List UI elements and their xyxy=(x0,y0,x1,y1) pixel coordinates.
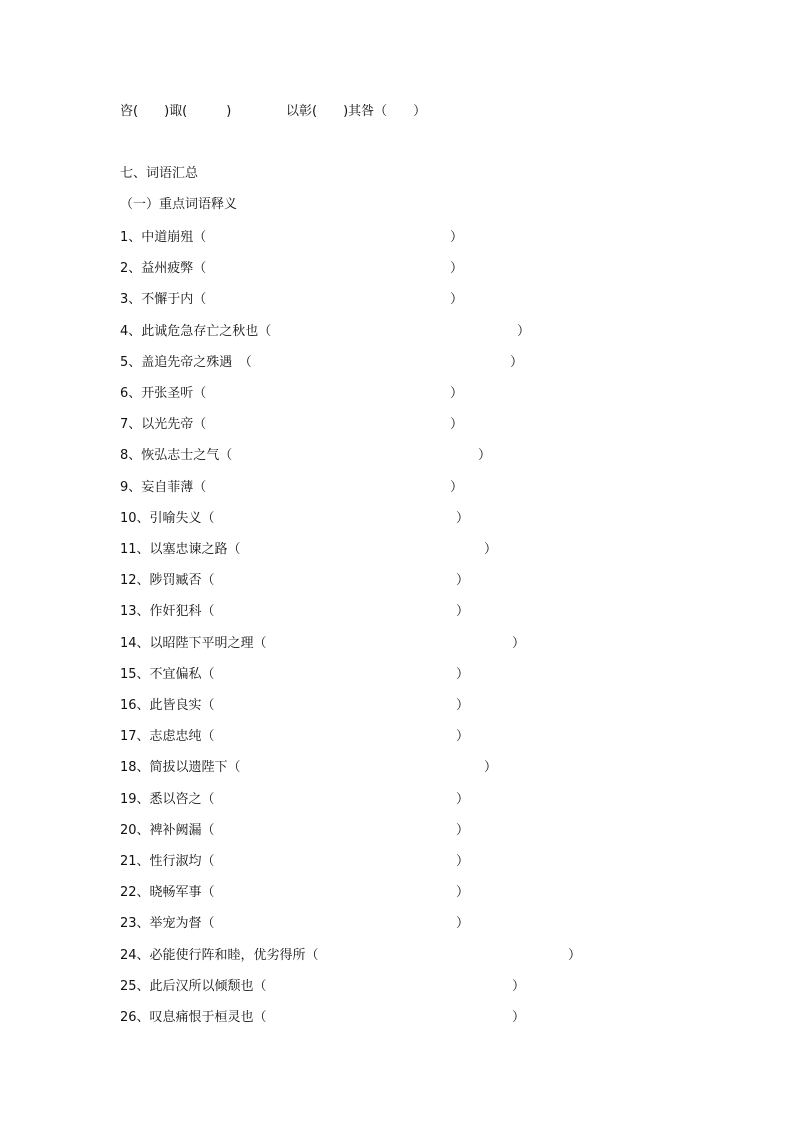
list-item: 26、叹息痛恨于桓灵也（ xyxy=(120,1010,267,1025)
list-item: 1、中道崩殂（ xyxy=(120,230,207,245)
list-item: 3、不懈于内（ xyxy=(120,292,207,308)
list-item: 17、志虑忠纯（ xyxy=(120,729,215,745)
closing-paren: ） xyxy=(484,542,498,557)
list-item: 22、晓畅军事（ xyxy=(120,885,215,901)
closing-paren: ） xyxy=(456,698,470,713)
closing-paren: ） xyxy=(450,261,464,277)
list-item: 25、此后汉所以倾颓也（ xyxy=(120,978,267,994)
closing-paren: ） xyxy=(450,292,464,308)
closing-paren: ） xyxy=(456,729,470,745)
closing-paren: ） xyxy=(484,760,498,776)
subsection-title: （一）重点词语释义 xyxy=(120,197,238,212)
closing-paren: ） xyxy=(456,604,470,620)
closing-paren: ） xyxy=(456,573,470,589)
list-item: 9、妄自菲薄（ xyxy=(120,479,207,495)
list-item: 13、作奸犯科（ xyxy=(120,604,215,620)
list-item: 10、引喻失义（ xyxy=(120,510,215,526)
closing-paren: ） xyxy=(568,947,582,963)
closing-paren: ） xyxy=(456,510,470,526)
list-item: 2、益州疲弊（ xyxy=(120,261,207,277)
closing-paren: ） xyxy=(510,354,524,370)
closing-paren: ） xyxy=(512,1010,526,1025)
list-item: 12、陟罚臧否（ xyxy=(120,573,215,589)
list-item: 5、盖追先帝之殊遇 （ xyxy=(120,354,252,370)
closing-paren: ） xyxy=(456,666,470,682)
list-item: 6、开张圣听（ xyxy=(120,386,207,401)
closing-paren: ） xyxy=(450,230,464,245)
closing-paren: ） xyxy=(456,822,470,838)
closing-paren: ） xyxy=(456,791,470,807)
closing-paren: ） xyxy=(456,916,470,932)
list-item: 24、必能使行阵和睦，优劣得所（ xyxy=(120,947,319,963)
top-line-first: 咨( )诹( ) xyxy=(120,104,232,119)
closing-paren: ） xyxy=(450,386,464,401)
list-item: 20、裨补阙漏（ xyxy=(120,822,215,838)
list-item: 23、举宠为督（ xyxy=(120,916,215,932)
closing-paren: ） xyxy=(478,448,492,464)
closing-paren: ） xyxy=(517,323,531,339)
list-item: 4、此诚危急存亡之秋也（ xyxy=(120,323,272,339)
list-item: 7、以光先帝（ xyxy=(120,417,207,433)
section-title: 七、词语汇总 xyxy=(120,166,199,181)
list-item: 8、恢弘志士之气（ xyxy=(120,448,233,464)
closing-paren: ） xyxy=(456,885,470,901)
list-item: 14、以昭陛下平明之理（ xyxy=(120,635,267,651)
closing-paren: ） xyxy=(456,854,470,869)
closing-paren: ） xyxy=(512,978,526,994)
list-item: 18、简拔以遗陛下（ xyxy=(120,760,241,776)
closing-paren: ） xyxy=(450,417,464,433)
closing-paren: ） xyxy=(512,635,526,651)
top-line-second: 以彰( )其咎（ ） xyxy=(286,104,427,119)
list-item: 19、悉以咨之（ xyxy=(120,791,215,807)
list-item: 16、此皆良实（ xyxy=(120,698,215,713)
list-item: 11、以塞忠谏之路（ xyxy=(120,542,241,557)
list-item: 21、性行淑均（ xyxy=(120,854,215,869)
closing-paren: ） xyxy=(450,479,464,495)
list-item: 15、不宜偏私（ xyxy=(120,666,215,682)
